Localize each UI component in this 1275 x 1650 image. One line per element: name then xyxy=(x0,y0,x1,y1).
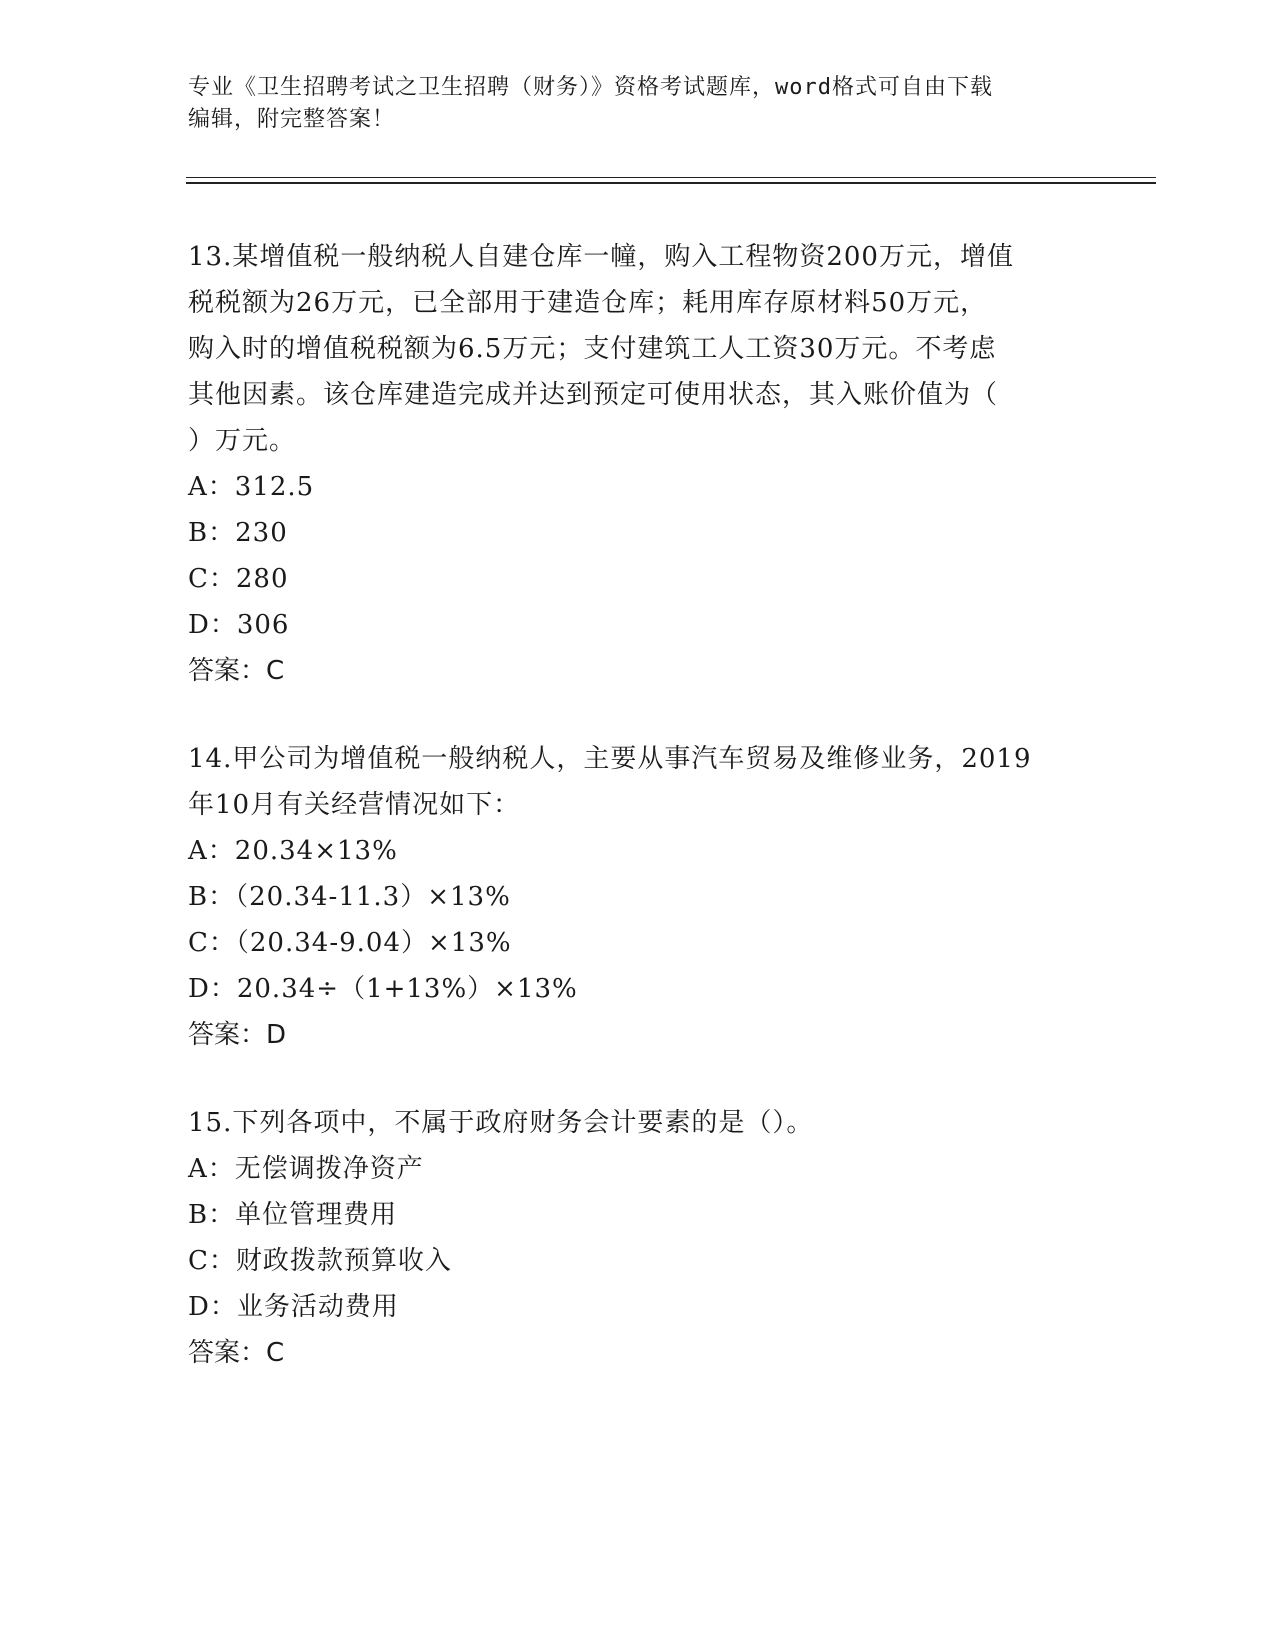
answer: 答案：D xyxy=(188,1020,287,1050)
header-line: 专业《卫生招聘考试之卫生招聘（财务）》资格考试题库，word格式可自由下载 xyxy=(188,75,993,100)
question-text-line: 购入时的增值税税额为6.5万元；支付建筑工人工资30万元。不考虑 xyxy=(188,334,997,364)
question-13 xyxy=(188,234,1088,694)
option-b: B：单位管理费用 xyxy=(188,1200,398,1230)
option-d: D：306 xyxy=(188,610,290,640)
option-c: C：280 xyxy=(188,564,289,594)
document-header xyxy=(188,72,1088,136)
question-text-line: 其他因素。该仓库建造完成并达到预定可使用状态，其入账价值为（ xyxy=(188,380,999,410)
option-d: D：20.34÷（1+13%）×13% xyxy=(188,974,578,1004)
option-b: B：230 xyxy=(188,518,288,548)
option-a: A：312.5 xyxy=(188,472,315,502)
question-text-line: 税税额为26万元，已全部用于建造仓库；耗用库存原材料50万元， xyxy=(188,288,988,318)
option-a: A：20.34×13% xyxy=(188,836,398,866)
answer: 答案：C xyxy=(188,656,285,686)
question-text-line: ）万元。 xyxy=(188,426,297,456)
option-d: D：业务活动费用 xyxy=(188,1292,399,1322)
header-line: 编辑，附完整答案！ xyxy=(188,107,396,132)
question-text-line: 年10月有关经营情况如下： xyxy=(188,790,521,820)
option-c: C：（20.34-9.04）×13% xyxy=(188,928,512,958)
option-b: B：（20.34-11.3）×13% xyxy=(188,882,511,912)
header-divider xyxy=(186,177,1156,178)
header-divider-thick xyxy=(186,182,1156,184)
option-a: A：无偿调拨净资产 xyxy=(188,1154,424,1184)
question-14 xyxy=(188,736,1088,1058)
question-text-line: 13.某增值税一般纳税人自建仓库一幢，购入工程物资200万元，增值 xyxy=(188,242,1014,272)
question-text-line: 14.甲公司为增值税一般纳税人，主要从事汽车贸易及维修业务，2019 xyxy=(188,744,1032,774)
question-text-line: 15.下列各项中，不属于政府财务会计要素的是（）。 xyxy=(188,1108,814,1138)
answer: 答案：C xyxy=(188,1338,285,1368)
question-15 xyxy=(188,1100,1088,1376)
option-c: C：财政拨款预算收入 xyxy=(188,1246,452,1276)
